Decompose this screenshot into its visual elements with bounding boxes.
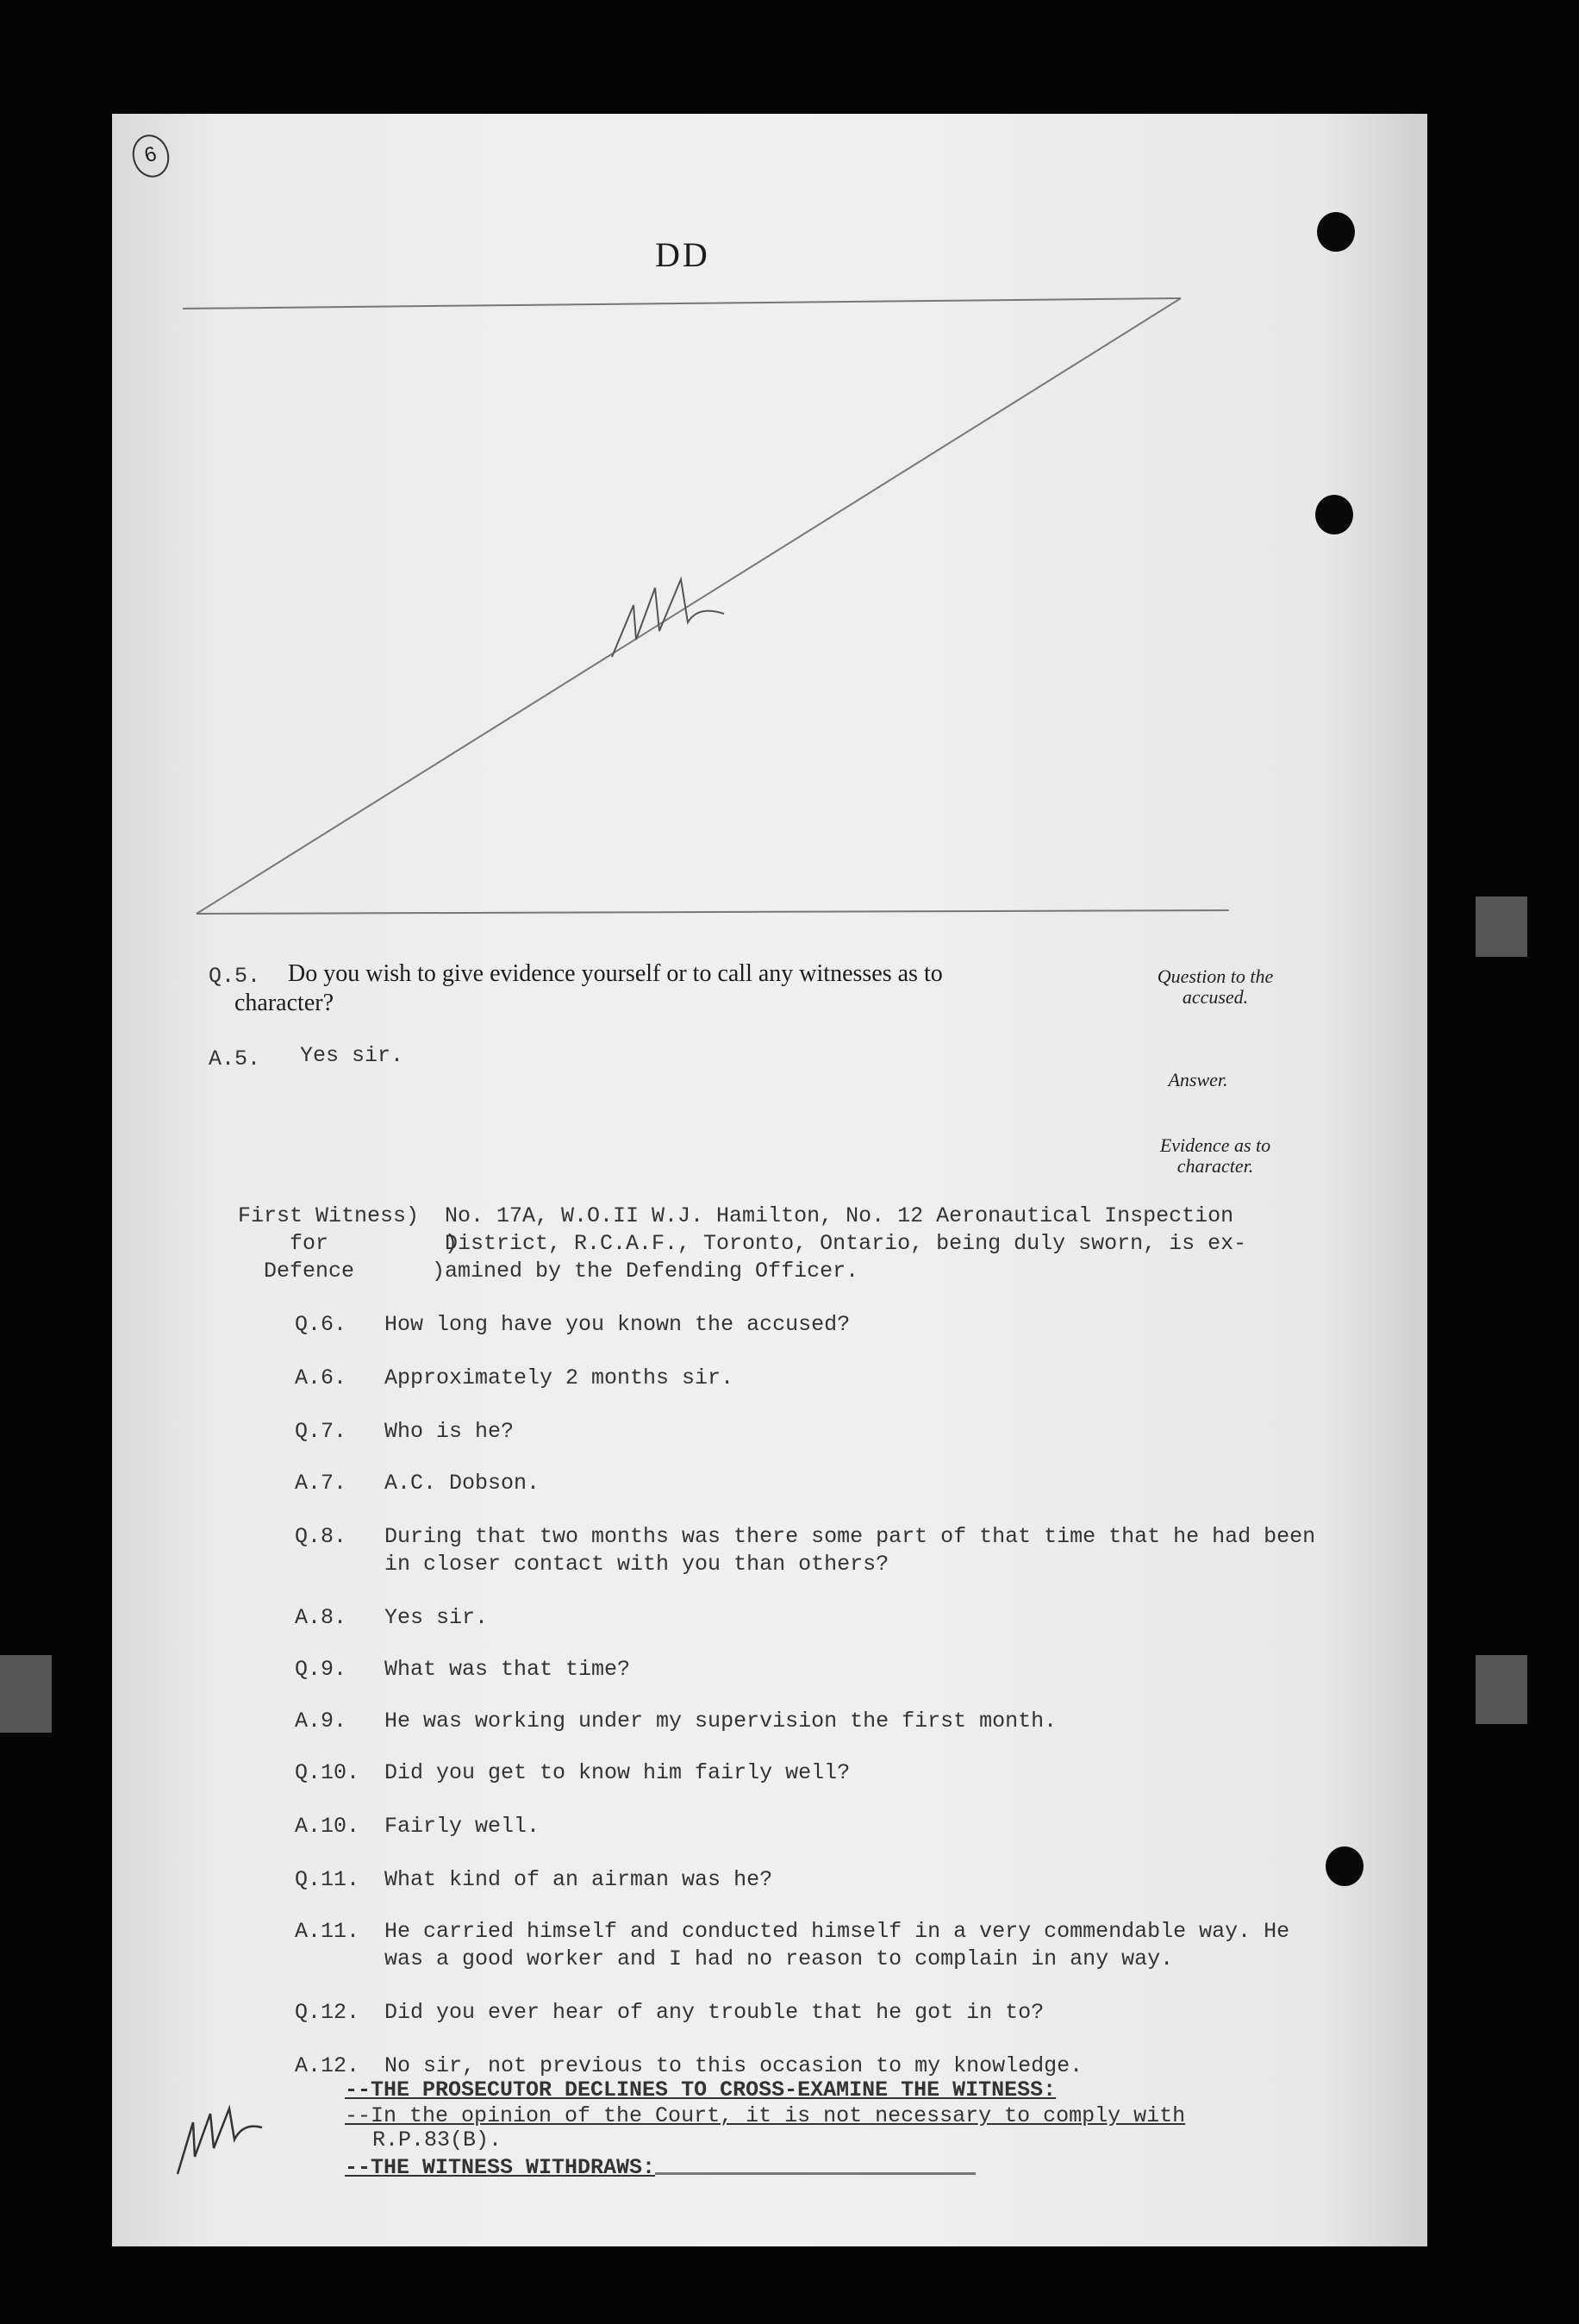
qa-label: A.11. [295, 1919, 360, 1944]
prosecutor-note: --THE PROSECUTOR DECLINES TO CROSS-EXAMINE THE WITNESS: [345, 2077, 1057, 2102]
qa-label: Q.9. [295, 1657, 347, 1682]
witness-text-line2: District, R.C.A.F., Toronto, Ontario, being duly sworn, is ex- [445, 1231, 1247, 1256]
qa-text: in closer contact with you than others? [384, 1552, 889, 1577]
qa-label: A.7. [295, 1471, 347, 1496]
a5-label: A.5. [209, 1046, 261, 1071]
witness-text-line1: No. 17A, W.O.II W.J. Hamilton, No. 12 Aeronautical Inspection [445, 1203, 1234, 1228]
qa-label: A.8. [295, 1605, 347, 1630]
qa-text: He was working under my supervision the first month. [384, 1709, 1058, 1734]
qa-label: Q.6. [295, 1312, 347, 1337]
court-note-line2: R.P.83(B). [372, 2127, 502, 2152]
initials-signature [595, 571, 733, 674]
qa-text: No sir, not previous to this occasion to my knowledge. [384, 2053, 1083, 2078]
qa-label: Q.11. [295, 1867, 360, 1892]
a5-text: Yes sir. [300, 1043, 404, 1068]
witness-label-line3: Defence ) [264, 1259, 446, 1284]
qa-text: A.C. Dobson. [384, 1471, 540, 1496]
margin-answer: Answer. [1168, 1069, 1228, 1090]
margin-question-line2: accused. [1182, 986, 1249, 1008]
qa-text: Yes sir. [384, 1605, 489, 1630]
qa-text: What kind of an airman was he? [384, 1867, 773, 1892]
withdraws-note: --THE WITNESS WITHDRAWS: [345, 2155, 656, 2180]
page-number: 6 [128, 130, 174, 181]
qa-label: Q.12. [295, 2000, 360, 2025]
initials-signature [169, 2096, 272, 2183]
qa-label: Q.8. [295, 1524, 347, 1549]
qa-text: was a good worker and I had no reason to complain in any way. [384, 1946, 1174, 1971]
qa-label: Q.10. [295, 1760, 360, 1785]
qa-text: What was that time? [384, 1657, 631, 1682]
margin-evidence-line1: Evidence as to [1159, 1134, 1271, 1156]
qa-text: Who is he? [384, 1419, 515, 1444]
qa-label: A.6. [295, 1365, 347, 1390]
court-note-line1: --In the opinion of the Court, it is not necessary to comply with [345, 2103, 1186, 2128]
qa-text: How long have you known the accused? [384, 1312, 851, 1337]
film-edge-right [1476, 896, 1527, 957]
qa-text: Did you ever hear of any trouble that he got in to? [384, 2000, 1045, 2025]
qa-label: A.9. [295, 1709, 347, 1734]
q5-text-line1: Do you wish to give evidence yourself or to call any witnesses as to [288, 960, 943, 987]
film-edge-left [0, 1655, 52, 1733]
qa-label: A.12. [295, 2053, 360, 2078]
qa-text: Approximately 2 months sir. [384, 1365, 734, 1390]
punch-hole [1326, 1846, 1364, 1886]
q5-label: Q.5. [209, 964, 261, 989]
qa-text: During that two months was there some part of that time that he had been [384, 1524, 1316, 1549]
qa-text: Did you get to know him fairly well? [384, 1760, 851, 1785]
qa-label: Q.7. [295, 1419, 347, 1444]
qa-text: Fairly well. [384, 1814, 540, 1839]
witness-label-line1: First Witness) [238, 1203, 420, 1228]
document-page [112, 114, 1427, 2246]
q5-text-line2: character? [234, 990, 334, 1016]
closing-rule [655, 2172, 976, 2175]
document-title: DD [655, 235, 710, 274]
witness-text-line3: amined by the Defending Officer. [445, 1259, 859, 1284]
qa-text: He carried himself and conducted himself in a very commendable way. He [384, 1919, 1290, 1944]
cancellation-lines [112, 114, 1427, 976]
witness-label-line2: for ) [290, 1231, 459, 1256]
film-edge-right [1476, 1655, 1527, 1724]
margin-question-line1: Question to the [1157, 965, 1274, 987]
margin-evidence-line2: character. [1176, 1155, 1254, 1177]
qa-label: A.10. [295, 1814, 360, 1839]
